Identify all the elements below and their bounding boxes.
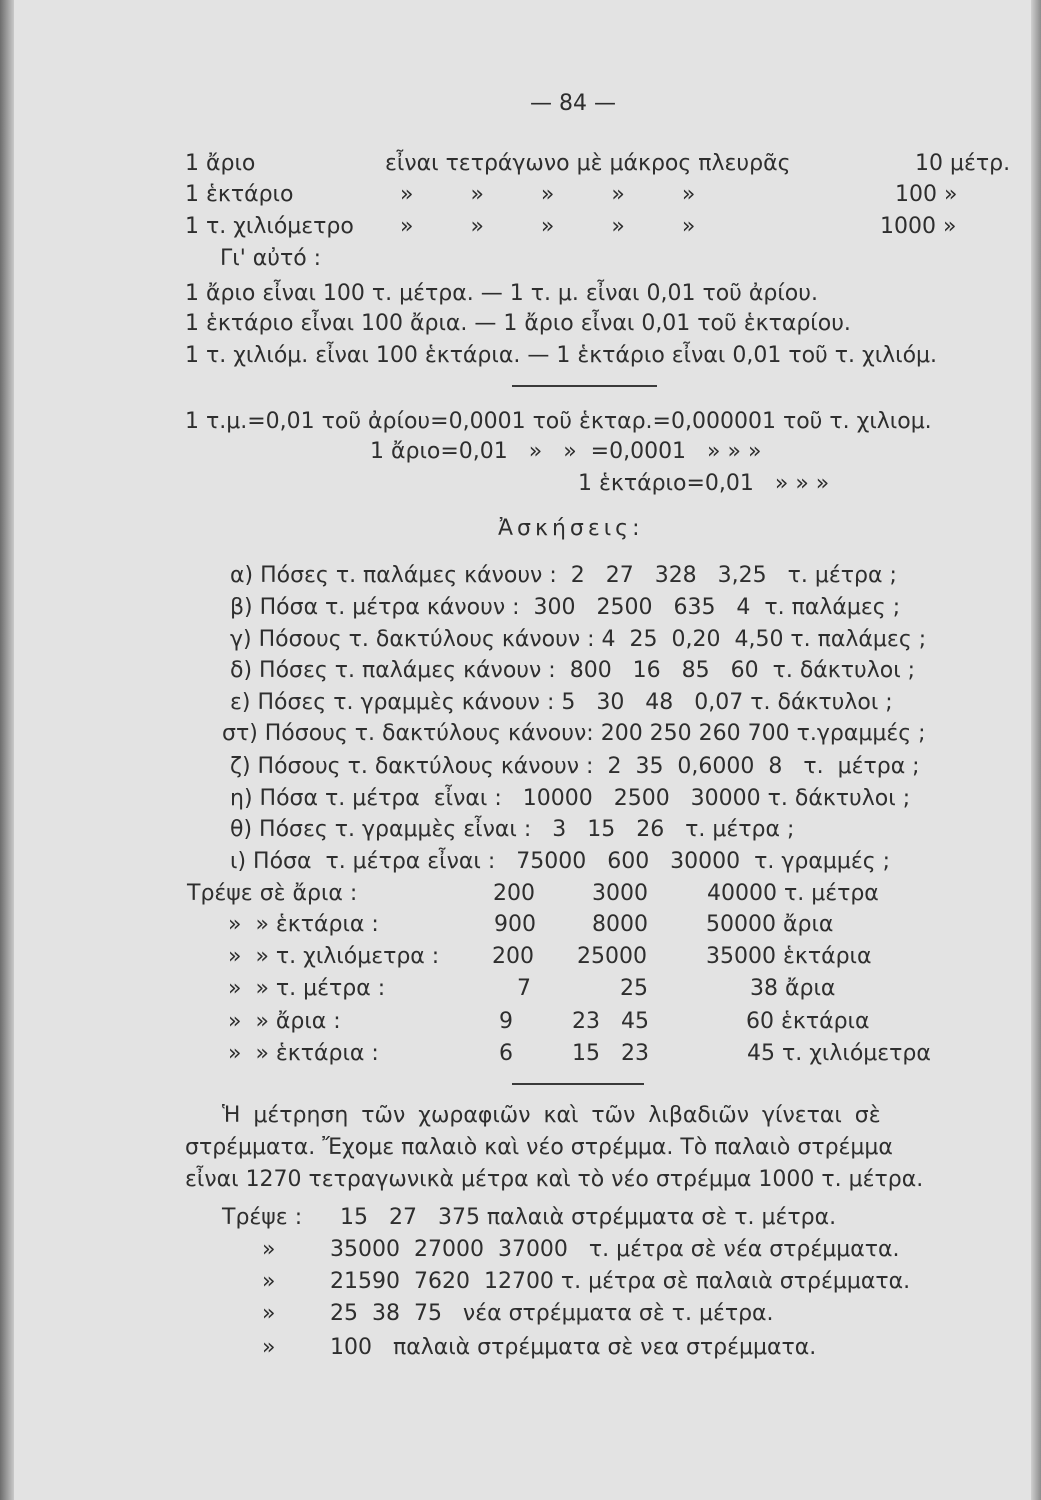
exercise-line: α) Πόσες τ. παλάμες κάνουν : 2 27 328 3,25 τ. μέτρα ;	[230, 563, 897, 588]
unit-value: 100 »	[895, 182, 958, 207]
conversion-c: 50000 ἄρια	[706, 912, 834, 937]
relation-line: 1 ἄριο εἶναι 100 τ. μέτρα. — 1 τ. μ. εἶναι 0,01 τοῦ ἀρίου.	[185, 281, 818, 306]
final-exercise-text: 21590 7620 12700 τ. μέτρα σὲ παλαιὰ στρέμματα.	[330, 1269, 911, 1294]
conversion-b: 8000	[592, 912, 648, 937]
equivalence-line: 1 ἑκτάριο=0,01 » » »	[578, 471, 830, 496]
conversion-label: Τρέψε σὲ ἄρια :	[187, 881, 358, 906]
conversion-label: » » ἑκτάρια :	[228, 1041, 379, 1066]
conversion-a: 7	[517, 976, 531, 1001]
conversion-b: 15 23	[572, 1041, 649, 1066]
unit-value: 10 μέτρ.	[915, 151, 1011, 176]
exercise-line: β) Πόσα τ. μέτρα κάνουν : 300 2500 635 4 τ. παλάμες ;	[230, 595, 901, 620]
divider-rule	[512, 1083, 644, 1085]
page-edge-right	[1031, 0, 1041, 1500]
final-label: »	[262, 1335, 276, 1360]
final-label: Τρέψε :	[222, 1205, 303, 1230]
exercises-heading: Ἀσκήσεις:	[498, 516, 644, 541]
conversion-label: » » ἄρια :	[228, 1009, 341, 1034]
final-label: »	[262, 1301, 276, 1326]
therefore-label: Γι' αὐτό :	[220, 246, 322, 271]
conversion-a: 900	[494, 912, 536, 937]
unit-desc: » » » » »	[400, 182, 696, 207]
final-label: »	[262, 1237, 276, 1262]
conversion-b: 3000	[592, 881, 648, 906]
conversion-a: 9	[499, 1009, 513, 1034]
conversion-c: 60 ἑκτάρια	[746, 1009, 870, 1034]
conversion-b: 25000	[577, 944, 647, 969]
exercise-line: δ) Πόσες τ. παλάμες κάνουν : 800 16 85 60 τ. δάκτυλοι ;	[230, 658, 916, 683]
final-exercise-text: 25 38 75 νέα στρέμματα σὲ τ. μέτρα.	[330, 1301, 774, 1326]
divider-rule	[512, 385, 657, 387]
paragraph-line: στρέμματα. Ἔχομε παλαιὸ καὶ νέο στρέμμα. Τὸ παλαιὸ στρέμμα	[185, 1135, 893, 1160]
exercise-line: ε) Πόσες τ. γραμμὲς κάνουν : 5 30 48 0,07 τ. δάκτυλοι ;	[230, 690, 893, 715]
final-label: »	[262, 1269, 276, 1294]
exercise-line: στ) Πόσους τ. δακτύλους κάνουν: 200 250 260 700 τ.γραμμές ;	[222, 721, 926, 746]
unit-desc: εἶναι τετράγωνο μὲ μάκρος πλευρᾶς	[385, 151, 791, 176]
conversion-c: 38 ἄρια	[750, 976, 836, 1001]
equivalence-line: 1 ἄριο=0,01 » » =0,0001 » » »	[370, 439, 762, 464]
final-exercise-text: 100 παλαιὰ στρέμματα σὲ νεα στρέμματα.	[330, 1335, 817, 1360]
conversion-b: 23 45	[572, 1009, 649, 1034]
exercise-line: θ) Πόσες τ. γραμμὲς εἶναι : 3 15 26 τ. μέτρα ;	[230, 817, 795, 842]
final-exercise-text: 35000 27000 37000 τ. μέτρα σὲ νέα στρέμματα.	[330, 1237, 900, 1262]
exercise-line: η) Πόσα τ. μέτρα εἶναι : 10000 2500 30000 τ. δάκτυλοι ;	[230, 786, 911, 811]
unit-name: 1 τ. χιλιόμετρο	[185, 214, 354, 239]
exercise-line: ζ) Πόσους τ. δακτύλους κάνουν : 2 35 0,6000 8 τ. μέτρα ;	[230, 754, 920, 779]
unit-name: 1 ἄριο	[185, 151, 256, 176]
unit-value: 1000 »	[880, 214, 957, 239]
conversion-b: 25	[620, 976, 648, 1001]
conversion-label: » » ἑκτάρια :	[228, 912, 379, 937]
conversion-c: 35000 ἑκτάρια	[706, 944, 872, 969]
relation-line: 1 ἑκτάριο εἶναι 100 ἄρια. — 1 ἄριο εἶναι 0,01 τοῦ ἑκταρίου.	[185, 311, 851, 336]
paragraph-line: εἶναι 1270 τετραγωνικὰ μέτρα καὶ τὸ νέο στρέμμα 1000 τ. μέτρα.	[185, 1167, 924, 1192]
final-exercise-text: 15 27 375 παλαιὰ στρέμματα σὲ τ. μέτρα.	[340, 1205, 837, 1230]
conversion-label: » » τ. χιλιόμετρα :	[228, 944, 440, 969]
page-edge-left	[0, 0, 14, 1500]
conversion-label: » » τ. μέτρα :	[228, 976, 386, 1001]
exercise-line: γ) Πόσους τ. δακτύλους κάνουν : 4 25 0,20 4,50 τ. παλάμες ;	[230, 627, 927, 652]
page-number: — 84 —	[530, 91, 616, 116]
conversion-c: 45 τ. χιλιόμετρα	[747, 1041, 931, 1066]
unit-desc: » » » » »	[400, 214, 696, 239]
conversion-a: 6	[499, 1041, 513, 1066]
equivalence-line: 1 τ.μ.=0,01 τοῦ ἀρίου=0,0001 τοῦ ἑκταρ.=0,000001 τοῦ τ. χιλιομ.	[185, 409, 932, 434]
unit-name: 1 ἑκτάριο	[185, 182, 294, 207]
exercise-line: ι) Πόσα τ. μέτρα εἶναι : 75000 600 30000 τ. γραμμές ;	[230, 849, 891, 874]
conversion-c: 40000 τ. μέτρα	[707, 881, 879, 906]
paragraph-line: Ἡ μέτρηση τῶν χωραφιῶν καὶ τῶν λιβαδιῶν γίνεται σὲ	[222, 1103, 881, 1128]
relation-line: 1 τ. χιλιόμ. εἶναι 100 ἑκτάρια. — 1 ἑκτάριο εἶναι 0,01 τοῦ τ. χιλιόμ.	[185, 343, 938, 368]
conversion-a: 200	[493, 881, 535, 906]
conversion-a: 200	[492, 944, 534, 969]
